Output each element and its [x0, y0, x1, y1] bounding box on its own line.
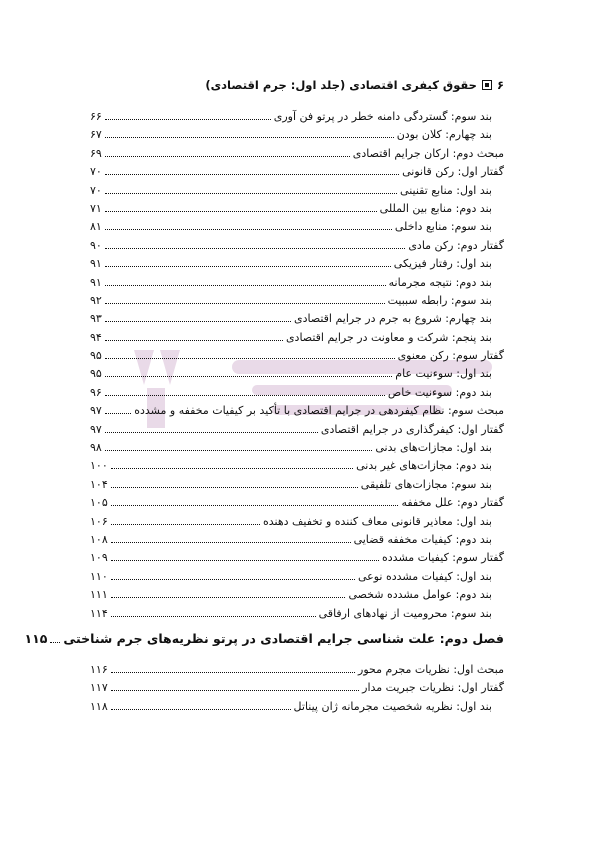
toc-page-number: ۸۱ — [90, 220, 102, 234]
toc-page-number: ۷۰ — [90, 183, 102, 197]
toc-page-number: ۹۵ — [90, 349, 102, 363]
dot-leader — [105, 438, 373, 451]
toc-row — [90, 144, 504, 162]
toc-page-number: ۱۰۶ — [90, 514, 108, 528]
toc-entry-title: مبحث دوم: ارکان جرایم اقتصادی — [352, 146, 504, 160]
toc-page-number: ۱۰۰ — [90, 459, 108, 473]
toc-page-number: ۱۱۴ — [90, 606, 108, 620]
toc-row — [90, 181, 504, 199]
dot-leader — [111, 512, 260, 525]
dot-leader — [105, 125, 394, 138]
toc-entry-title: بند اول: رفتار فیزیکی — [393, 257, 492, 271]
toc-entry-title: گفتار اول: رکن قانونی — [402, 165, 504, 179]
toc-entry-title: بند دوم: سوءنیت خاص — [387, 385, 492, 399]
toc-page-number: ۹۷ — [90, 422, 102, 436]
toc-row — [90, 364, 504, 382]
dot-leader — [105, 199, 377, 212]
dot-leader — [111, 475, 358, 488]
toc-entry-title: بند اول: منابع تقنینی — [400, 183, 492, 197]
toc-row — [90, 567, 504, 585]
toc-row — [90, 217, 504, 235]
toc-page-number: ۶۷ — [90, 128, 102, 142]
toc-page-number: ۱۱۱ — [90, 588, 108, 602]
toc-row — [90, 585, 504, 603]
dot-leader — [111, 493, 399, 506]
toc-entry-title: بند دوم: کیفیات مخففه قضایی — [353, 532, 492, 546]
toc-page-number: ۱۰۴ — [90, 477, 108, 491]
toc-entry-title: مبحث اول: نظریات مجرم محور — [358, 662, 504, 676]
toc-page-number: ۱۰۹ — [90, 551, 108, 565]
toc-row — [90, 548, 504, 566]
dot-leader — [105, 144, 350, 157]
dot-leader — [105, 236, 405, 249]
dot-leader — [105, 420, 318, 433]
toc-entry-title: گفتار سوم: کیفیات مشدده — [382, 551, 504, 565]
toc-entry-title: بند اول: سوءنیت عام — [395, 367, 492, 381]
dot-leader — [105, 364, 392, 377]
dot-leader — [111, 530, 351, 543]
dot-leader — [105, 107, 271, 120]
toc-row — [90, 512, 504, 530]
dot-leader — [111, 585, 346, 598]
toc-entry-title: بند سوم: گستردگی دامنه خطر در پرتو فن آوری — [273, 110, 492, 123]
toc-chapter-row — [24, 630, 504, 652]
toc-page-number: ۷۱ — [90, 201, 102, 215]
book-title: حقوق کیفری اقتصادی (جلد اول: جرم اقتصادی) — [205, 78, 477, 92]
toc-entry-title: بند دوم: نتیجه مجرمانه — [388, 275, 492, 289]
toc-entry-title: بند دوم: منابع بین المللی — [379, 201, 492, 215]
toc-row — [90, 162, 504, 180]
toc-entry-title: بند اول: کیفیات مشدده نوعی — [358, 569, 492, 583]
toc-entry-title: بند اول: مجازات‌های بدنی — [375, 441, 492, 455]
dot-leader — [111, 678, 359, 691]
toc-row — [90, 530, 504, 548]
toc-page-number: ۹۷ — [90, 404, 102, 418]
toc-row — [90, 493, 504, 511]
toc-entry-title: مبحث سوم: نظام کیفردهی در جرایم اقتصادی با تأکید بر کیفیات مخففه و مشدده — [134, 404, 504, 418]
toc-page-number: ۷۰ — [90, 165, 102, 179]
toc-row — [90, 125, 504, 143]
toc-page-number: ۹۵ — [90, 367, 102, 381]
toc-row — [90, 328, 504, 346]
running-header — [84, 78, 504, 92]
toc-page-number: ۹۸ — [90, 441, 102, 455]
dot-leader — [105, 346, 395, 359]
toc-entry-title: بند دوم: عوامل مشدده شخصی — [348, 588, 492, 602]
dot-leader — [111, 567, 355, 580]
toc-row — [90, 660, 504, 678]
toc-page-number: ۶۶ — [90, 110, 102, 123]
toc-page-number: ۶۹ — [90, 146, 102, 160]
toc-entry-title: بند سوم: منابع داخلی — [394, 220, 492, 234]
toc-page-number: ۹۶ — [90, 385, 102, 399]
toc-entry-title: بند دوم: مجازات‌های غیر بدنی — [356, 459, 492, 473]
toc-entry-title: فصل دوم: علت شناسی جرایم اقتصادی در پرتو نظریه‌های جرم شناختی — [63, 630, 504, 646]
toc-entry-title: بند سوم: رابطه سببیت — [387, 293, 492, 307]
dot-leader — [105, 254, 391, 267]
toc-page-number: ۱۰۸ — [90, 532, 108, 546]
table-of-contents — [24, 107, 504, 715]
dot-leader — [111, 456, 353, 469]
toc-entry-title: بند اول: نظریه شخصیت مجرمانه ژان پیناتل — [293, 699, 492, 713]
toc-entry-title: بند چهارم: کلان بودن — [396, 128, 492, 142]
dot-leader — [111, 660, 355, 673]
dot-leader — [111, 697, 291, 710]
toc-entry-title: گفتار سوم: رکن معنوی — [397, 349, 504, 363]
page-number: ۶ — [496, 78, 504, 92]
toc-page-number: ۹۳ — [90, 312, 102, 326]
toc-row — [90, 383, 504, 401]
toc-page-number: ۹۴ — [90, 330, 102, 344]
toc-row — [90, 273, 504, 291]
toc-entry-title: گفتار اول: کیفرگذاری در جرایم اقتصادی — [320, 422, 504, 436]
toc-page-number: ۹۲ — [90, 293, 102, 307]
toc-row — [90, 475, 504, 493]
toc-page-number: ۱۱۵ — [24, 630, 48, 646]
toc-entry-title: بند سوم: محرومیت از نهادهای ارفاقی — [318, 606, 492, 620]
dot-leader — [105, 273, 386, 286]
toc-entry-title: بند پنجم: شرکت و معاونت در جرایم اقتصادی — [285, 330, 492, 344]
toc-row — [90, 604, 504, 622]
toc-row — [90, 420, 504, 438]
dot-leader — [105, 309, 291, 322]
toc-row — [90, 456, 504, 474]
toc-entry-title: بند اول: معاذیر قانونی معاف کننده و تخفیف دهنده — [262, 514, 492, 528]
toc-page-number: ۱۱۰ — [90, 569, 108, 583]
dot-leader — [111, 604, 316, 617]
toc-entry-title: بند سوم: مجازات‌های تلفیقی — [360, 477, 492, 491]
dot-leader — [105, 383, 385, 396]
dot-leader — [50, 630, 60, 643]
toc-entry-title: بند چهارم: شروع به جرم در جرایم اقتصادی — [293, 312, 492, 326]
toc-page-number: ۱۱۶ — [90, 662, 108, 676]
toc-row — [90, 401, 504, 419]
toc-row — [90, 236, 504, 254]
toc-page-number: ۱۱۷ — [90, 681, 108, 695]
toc-page-number: ۹۰ — [90, 238, 102, 252]
dot-leader — [105, 328, 283, 341]
toc-row — [90, 438, 504, 456]
toc-row — [90, 107, 504, 125]
toc-page-number: ۱۱۸ — [90, 699, 108, 713]
toc-page-number: ۹۱ — [90, 275, 102, 289]
toc-row — [90, 291, 504, 309]
toc-row — [90, 199, 504, 217]
dot-leader — [111, 548, 379, 561]
toc-row — [90, 309, 504, 327]
dot-leader — [105, 401, 131, 414]
dot-leader — [105, 181, 397, 194]
toc-entry-title: گفتار دوم: رکن مادی — [408, 238, 504, 252]
book-icon — [482, 80, 492, 90]
toc-row — [90, 678, 504, 696]
toc-row — [90, 346, 504, 364]
dot-leader — [105, 162, 399, 175]
toc-entry-title: گفتار اول: نظریات جبریت مدار — [362, 681, 504, 695]
toc-row — [90, 254, 504, 272]
dot-leader — [105, 291, 385, 304]
toc-row — [90, 697, 504, 715]
toc-page-number: ۱۰۵ — [90, 496, 108, 510]
toc-entry-title: گفتار دوم: علل مخففه — [401, 496, 504, 510]
toc-page-number: ۹۱ — [90, 257, 102, 271]
dot-leader — [105, 217, 392, 230]
